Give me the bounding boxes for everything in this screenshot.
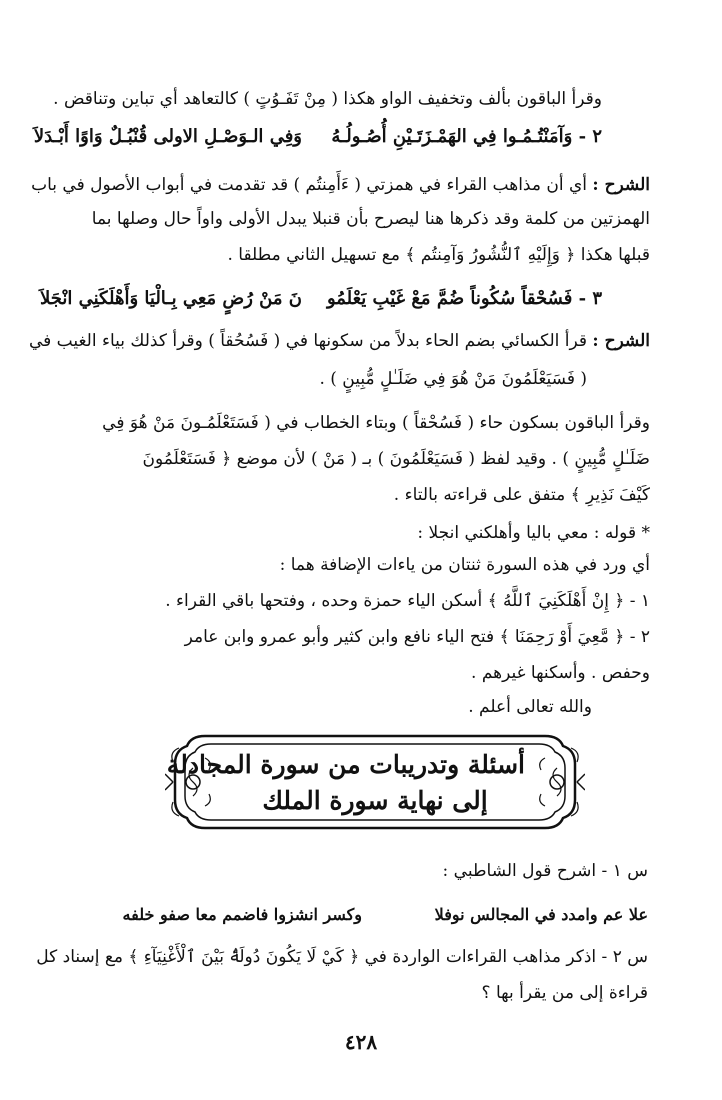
text-line-9: كَيْفَ نَذِيرِ ﴾ متفق على قراءته بالتاء . [393,485,650,505]
sharh-label-1: الشرح : [592,175,650,195]
text-line-15: والله تعالى أعلم . [468,697,592,717]
ornamental-frame-icon [165,728,585,836]
text-line-11: أي ورد في هذه السورة ثنتان من ياءات الإضافة هما : [279,555,650,575]
verse-2-first-half: ٢ - وَآمَنْتُـمُـوا فِي الهَمْـزَتَـيْنِ أُصُـولُـهُ [331,126,602,147]
text-line-5: قرأ الكسائي بضم الحاء بدلاً من سكونها في ( فَسُحُقاً ) وقرأ كذلك بياء الغيب في [28,331,587,351]
question-2-continued: قراءة إلى من يقرأ بها ؟ [481,983,648,1003]
section-title-banner [165,728,585,836]
banner-title-line-2: إلى نهاية سورة الملك [262,786,488,815]
sharh-label-2: الشرح : [592,331,650,351]
text-line-7: وقرأ الباقون بسكون حاء ( فَسُحْقاً ) وبتاء الخطاب في ( فَسَتَعْلَمُـونَ مَنْ هُوَ فِي [102,413,650,433]
question-2: س ٢ - اذكر مذاهب القراءات الواردة في ﴿ كَيْ لَا يَكُونَ دُولَةًۢ بَيْنَ ٱلْأَغْنِيَآءِ ﴾ مع إسناد كل [36,947,648,967]
text-line-6: ( فَسَيَعْلَمُونَ مَنْ هُوَ فِي ضَلَـٰلٍ مُّبِينٍ ) . [319,369,587,389]
question-1-verse-second-half: علا عم وامدد في المجالس نوفلا [434,905,648,924]
text-line-14: وحفص . وأسكنها غيرهم . [471,663,650,683]
text-line-12: ١ - ﴿ إِنْ أَهْلَكَنِيَ ٱللَّهُ ﴾ أسكن الياء حمزة وحده ، وفتحها باقي القراء . [165,591,650,611]
page-number: ٤٢٨ [344,1030,378,1054]
text-line-3: الهمزتين من كلمة وقد ذكرها هنا ليصرح بأن قنبلا يبدل الأولى واواً حال وصلها بما [91,209,650,229]
verse-2-second-half: وَفِي الـوَصْـلِ الاولى قُنْبُـلٌ وَاوًا أَبْـدَلاَ [33,126,302,147]
text-line-1: وقرأ الباقون بألف وتخفيف الواو هكذا ( مِنْ تَفَـوُتٍ ) كالتعاهد أي تباين وتناقض . [53,89,602,109]
verse-3-first-half: ٣ - فَسُحْقاً سُكُوناً ضُمَّ مَعْ غَيْبِ يَعْلَمُو [326,288,602,309]
text-line-2: أي أن مذاهب القراء في همزتي ( ءَأَمِنتُم ) قد تقدمت في أبواب الأصول في باب [31,175,587,195]
question-1: س ١ - اشرح قول الشاطبي : [442,861,648,881]
text-line-8: ضَلَـٰلٍ مُّبِينٍ ) . وقيد لفظ ( فَسَيَعْلَمُونَ ) بـ ( مَنْ ) لأن موضع ﴿ فَسَتَعْلَمُونَ [142,449,650,469]
text-line-4: قبلها هكذا ﴿ وَإِلَيْهِ ٱلنُّشُورُ وَآمِنتُم ﴾ مع تسهيل الثاني مطلقا . [227,245,650,265]
text-line-10: * قوله : معي باليا وأهلكني انجلا : [417,523,650,543]
question-1-verse-first-half: وكسر انشزوا فاضمم معا صفو خلفه [122,905,362,924]
verse-3-second-half: نَ مَنْ رُضٍ مَعِي بِـالْيَا وَأَهْلَكَنِي انْجَلاَ [39,288,302,309]
banner-title-line-1: أسئلة وتدريبات من سورة المجادلة [166,750,525,779]
text-line-13: ٢ - ﴿ مَّعِيَ أَوْ رَحِمَنَا ﴾ فتح الياء نافع وابن كثير وأبو عمرو وابن عامر [184,627,650,647]
